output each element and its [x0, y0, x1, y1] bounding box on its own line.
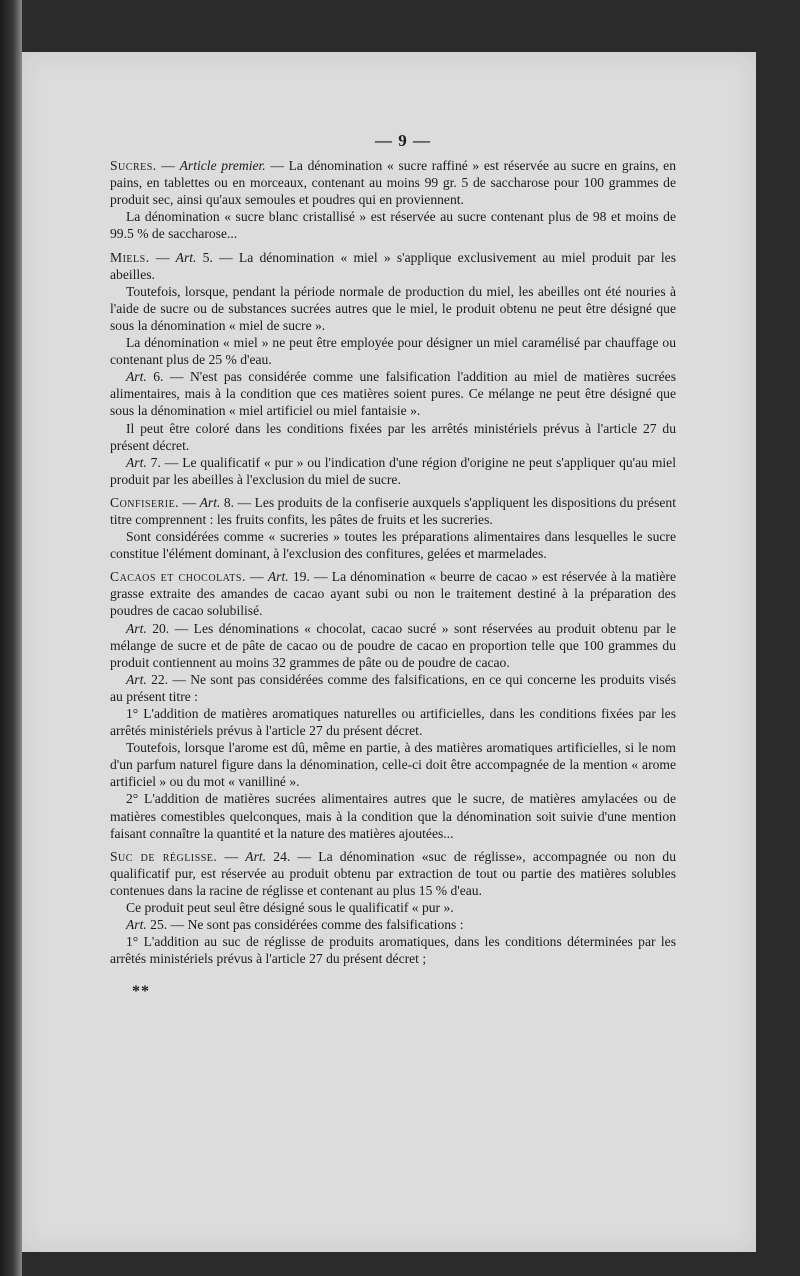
article-label: Art. [126, 454, 147, 470]
section-heading: Suc de réglisse. [110, 848, 218, 864]
paragraph-text: 20. — Les dénominations « chocolat, cacao sucré » sont réservées au produit obtenu par le mélange de sucre et de pâte de cacao ou de poudre de cacao en proportion telle que 100 grammes du produit contiennent au moins 32 grammes de pâte ou de poudre de cacao. [110, 620, 676, 670]
paragraph-text: La dénomination « miel » ne peut être employée pour désigner un miel caramélisé par chauffage ou contenant plus de 25 % d'eau. [110, 335, 676, 368]
section-paragraph [110, 848, 676, 899]
text-paragraph [110, 790, 676, 841]
article-paragraph [110, 620, 676, 671]
paragraph-text: 25. — Ne sont pas considérées comme des falsifications : [146, 917, 464, 933]
article-paragraph [110, 454, 676, 488]
text-paragraph [110, 208, 676, 242]
article-label: Art. [199, 494, 221, 510]
page-number: — 9 — [375, 131, 431, 150]
text-paragraph [110, 933, 676, 967]
paragraph-text: Toutefois, lorsque, pendant la période normale de production du miel, les abeilles ont été nouries à l'aide de sucre ou de substances sucrées autres que le miel, le produit obtenu ne peut être désigné que sous la dénomination « miel de sucre ». [110, 283, 676, 333]
article-paragraph [110, 916, 676, 933]
paragraph-text: 22. — Ne sont pas considérées comme des falsifications, en ce qui concerne les produits visés au présent titre : [110, 671, 676, 704]
section-paragraph [110, 568, 676, 619]
article-label: Article premier. [179, 158, 266, 174]
paragraph-text: 7. — Le qualificatif « pur » ou l'indication d'une région d'origine ne peut s'appliquer qu'au miel produit par les abeilles à l'exclusion du miel de sucre. [110, 454, 676, 487]
section-dash: — [245, 569, 268, 585]
article-label: Art. [267, 569, 289, 585]
paragraph-text: 1° L'addition au suc de réglisse de produits aromatiques, dans les conditions déterminées par les arrêtés ministériels prévus à l'article 27 du présent décret ; [110, 934, 676, 967]
scan-binding-edge [0, 0, 22, 1276]
section-heading: Cacaos et chocolats. [110, 569, 246, 585]
paragraph-text: Toutefois, lorsque l'arome est dû, même en partie, à des matières aromatiques artificielles, si le nom d'un parfum naturel figure dans la dénomination, celle-ci doit être accompagnée de la mention « arome artificiel » ou du mot « vanilliné ». [110, 740, 676, 790]
paragraph-text: Il peut être coloré dans les conditions fixées par les arrêtés ministériels prévus à l'article 27 du présent décret. [110, 420, 676, 453]
text-paragraph [110, 334, 676, 368]
article-label: Art. [126, 620, 147, 636]
paragraph-text: 5. — La dénomination « miel » s'applique exclusivement au miel produit par les abeilles. [110, 249, 676, 282]
section-heading: Confiserie. [110, 494, 180, 510]
paragraph-text: 8. — Les produits de la confiserie auxquels s'appliquent les dispositions du présent titre comprennent : les fruits confits, les pâtes de fruits et les sucreries. [110, 494, 676, 527]
paragraph-text: 6. — N'est pas considérée comme une falsification l'addition au miel de matières sucrées alimentaires, mais à la condition que ces matières soient pures. Ce mélange ne peut être désigné que sous la dénomination « miel artificiel ou miel fantaisie ». [110, 369, 676, 419]
article-label: Art. [175, 249, 197, 265]
paragraph-text: — La dénomination « sucre raffiné » est réservée au sucre en grains, en pains, en tablettes ou en morceaux, contenant au moins 99 gr. 5 de saccharose pour 100 grammes de produit sec, ainsi qu'aux semoules et poudres qui en proviennent. [110, 158, 676, 208]
document-page [22, 52, 756, 1252]
section-paragraph [110, 157, 676, 208]
section-dash: — [149, 249, 176, 265]
paragraph-text: Ce produit peut seul être désigné sous le qualificatif « pur ». [126, 900, 454, 916]
section-dash: — [179, 494, 200, 510]
text-paragraph [110, 899, 676, 916]
article-paragraph [110, 671, 676, 705]
article-label: Art. [126, 671, 147, 687]
text-paragraph [110, 420, 676, 454]
paragraph-text: 19. — La dénomination « beurre de cacao » est réservée à la matière grasse extraite des amandes de cacao ayant subi ou non le traitement destiné à la préparation des poudres de cacao solubilisé. [110, 569, 676, 619]
paragraph-text: Sont considérées comme « sucreries » toutes les préparations alimentaires dans lesquelles le sucre constitue l'élément dominant, à l'exclusion des confitures, gelées et marmelades. [110, 529, 676, 562]
footer-mark: ** [132, 983, 150, 1001]
section-paragraph [110, 249, 676, 283]
body-text [110, 157, 676, 967]
paragraph-text: 1° L'addition de matières aromatiques naturelles ou artificielles, dans les conditions fixées par les arrêtés ministériels prévus à l'article 27 du présent décret. [110, 706, 676, 739]
paragraph-text: 24. — La dénomination «suc de réglisse», accompagnée ou non du qualificatif pur, est réservée au produit obtenu par extraction de tout ou partie des matières solubles contenues dans la racine de réglisse et contenant au plus 15 % d'eau. [110, 848, 676, 898]
text-paragraph [110, 739, 676, 790]
section-heading: Miels. [110, 249, 150, 265]
section-dash: — [156, 158, 180, 174]
paragraph-text: 2° L'addition de matières sucrées alimentaires autres que le sucre, de matières amylacées ou de matières comestibles quelconques, mais à la condition que la dénomination soit suivie d'une mention faisant connaître la quantité et la nature des matières ajoutées... [110, 791, 676, 841]
text-paragraph [110, 283, 676, 334]
page-text [110, 132, 676, 1001]
section-dash: — [217, 848, 246, 864]
text-paragraph [110, 705, 676, 739]
article-paragraph [110, 368, 676, 419]
text-paragraph [110, 528, 676, 562]
section-heading: Sucres. [110, 158, 157, 174]
article-label: Art. [126, 917, 147, 933]
article-label: Art. [245, 848, 267, 864]
paragraph-text: La dénomination « sucre blanc cristallisé » est réservée au sucre contenant plus de 98 et moins de 99.5 % de saccharose... [110, 209, 676, 242]
section-paragraph [110, 494, 676, 528]
article-label: Art. [126, 369, 147, 385]
